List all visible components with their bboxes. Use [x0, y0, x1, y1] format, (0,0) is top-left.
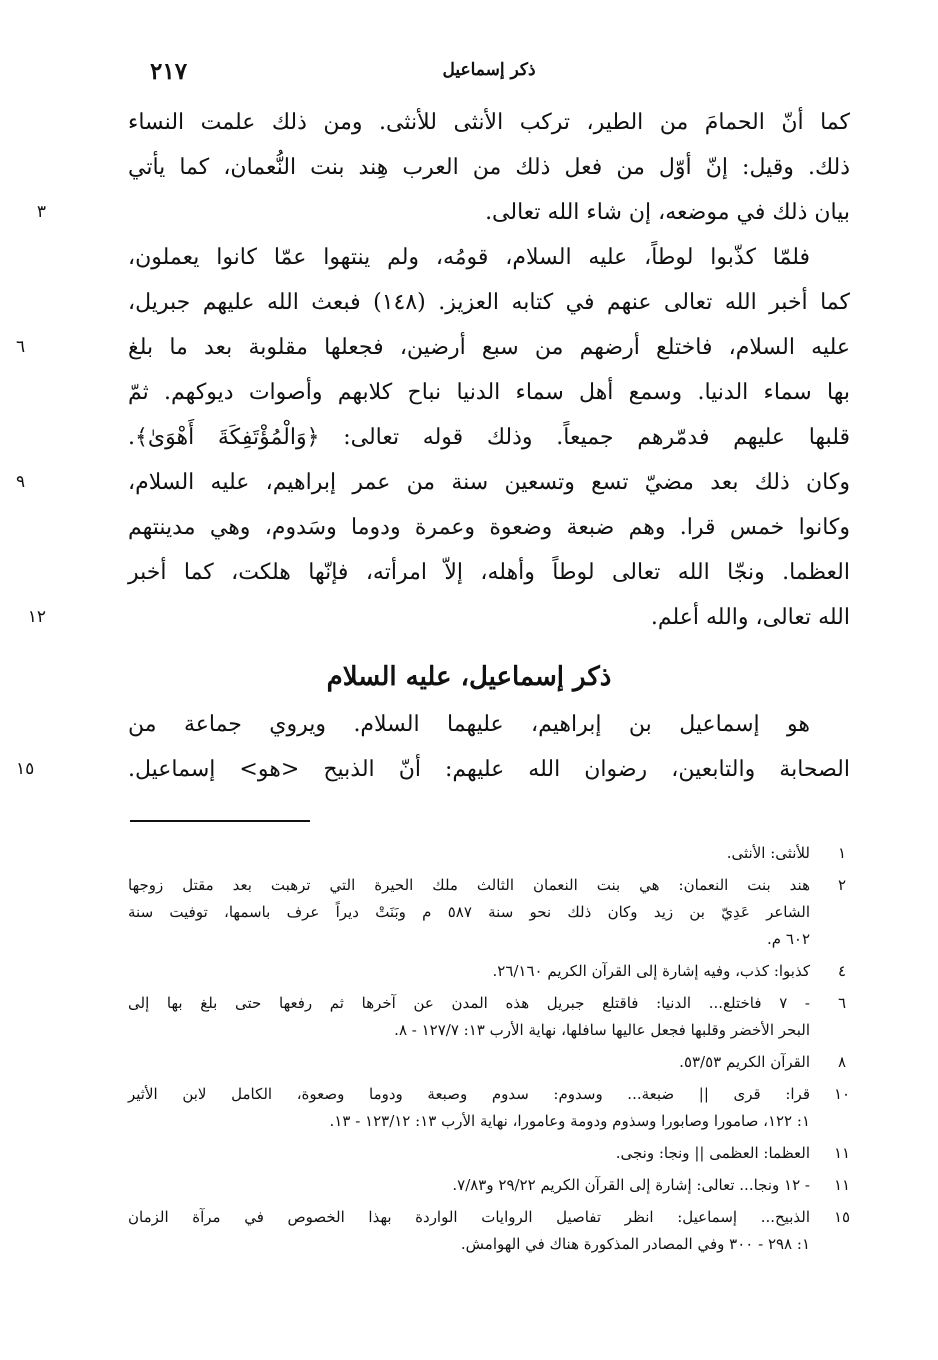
footnote-number: ٤ [837, 962, 847, 980]
text-line: الصحابة والتابعين، رضوان الله عليهم: أنّ الذبيح <هو> إسماعيل. ١٥ [128, 747, 850, 792]
footnote [128, 990, 850, 1044]
text-line: ذلك. وقيل: إنّ أوّل من فعل ذلك من العرب هِند بنت النُّعمان، كما يأتي [128, 155, 850, 180]
footnote-line: ١: ١٢٢، صامورا وصابورا وسذوم ودومة وعامورا، نهاية الأرب ١٣: ١٢٣/١٢ - ١٣. [329, 1112, 810, 1130]
running-head: ذكر إسماعيل [442, 60, 536, 80]
footnote-divider [130, 820, 310, 822]
text-line: كما أنّ الحمامَ من الطير، تركب الأنثى للأنثى. ومن ذلك علمت النساء [128, 110, 850, 135]
footnote [128, 840, 850, 867]
footnote [128, 872, 850, 953]
text-line: وكان ذلك بعد مضيّ تسع وتسعين سنة من عمر إبراهيم، عليه السلام، ٩ [128, 460, 850, 505]
text-line: وكانوا خمس قرا. وهم ضبعة وضعوة وعمرة ودوما وسَدوم، وهي مدينتهم [128, 515, 850, 540]
footnote-line: العظما: العظمى || ونجا: ونجى. [615, 1144, 810, 1162]
text-line: العظما. ونجّا الله تعالى لوطاً وأهله، إلاّ امرأته، فإنّها هلكت، كما أخبر [128, 560, 850, 585]
footnote-line: - ٧ فاختلع... الدنيا: فاقتلع جبريل هذه المدن عن آخرها ثم رفعها حتى بلغ بها إلى [128, 994, 811, 1012]
footnote-number: ٨ [837, 1053, 847, 1071]
text-line: بها سماء الدنيا. وسمع أهل سماء الدنيا نباح كلابهم وأصوات ديوكهم. ثمّ [128, 380, 850, 405]
line-number: ٦ [16, 337, 26, 357]
footnote [128, 1081, 850, 1135]
book-page [16, 50, 851, 1330]
footnote-number: ١١ [833, 1144, 851, 1162]
page-header [128, 50, 850, 90]
footnote [128, 1049, 850, 1076]
text-line: بيان ذلك في موضعه، إن شاء الله تعالى. ٣ [128, 190, 850, 235]
footnotes [128, 840, 850, 1258]
footnote-number: ١ [837, 844, 847, 862]
footnote-line: ٦٠٢ م. [767, 930, 810, 948]
footnote-line: البحر الأخضر وقلبها فجعل عاليها سافلها، نهاية الأرب ١٣: ١٢٧/٧ - ٨. [394, 1021, 810, 1039]
line-number: ١٢ [27, 607, 46, 627]
footnote-line: - ١٢ ونجا... تعالى: إشارة إلى القرآن الكريم ٢٩/٢٢ و٧/٨٣. [452, 1176, 810, 1194]
footnote [128, 1140, 850, 1167]
footnote-line: ١: ٢٩٨ - ٣٠٠ وفي المصادر المذكورة هناك في الهوامش. [460, 1235, 810, 1253]
footnote-line: الذبيح... إسماعيل: انظر تفاصيل الروايات الواردة بهذا الخصوص في مرآة الزمان [128, 1208, 810, 1226]
line-number: ٣ [36, 202, 46, 222]
footnote-number: ١٠ [833, 1085, 851, 1103]
footnote-number: ١٥ [833, 1208, 851, 1226]
footnote [128, 1172, 850, 1199]
line-number: ٩ [16, 472, 26, 492]
main-text [16, 100, 850, 792]
text-line: هو إسماعيل بن إبراهيم، عليهما السلام. ويروي جماعة من [128, 712, 810, 737]
footnote-line: الشاعر عَدِيّ بن زيد وكان ذلك نحو سنة ٥٨٧ م وبَنَتْ ديراً عرف باسمها، توفيت سنة [128, 903, 810, 921]
footnote-line: هند بنت النعمان: هي بنت النعمان الثالث ملك الحيرة التي ترهبت بعد مقتل زوجها [128, 876, 810, 894]
section-heading: ذكر إسماعيل، عليه السلام [326, 662, 612, 692]
text-line: قلبها عليهم فدمّرهم جميعاً. وذلك قوله تعالى: ﴿وَالْمُؤْتَفِكَةَ أَهْوَىٰ﴾. [128, 425, 850, 450]
line-number: ١٥ [16, 759, 35, 779]
footnote-line: للأنثى: الأنثى. [726, 844, 810, 862]
text-line: فلمّا كذّبوا لوطاً، عليه السلام، قومُه، ولم ينتهوا عمّا كانوا يعملون، [128, 245, 810, 270]
text-line: كما أخبر الله تعالى عنهم في كتابه العزيز. (١٤٨) فبعث الله عليهم جبريل، [128, 290, 850, 315]
text-line: الله تعالى، والله أعلم. ١٢ [128, 595, 850, 640]
page-number: ٢١٧ [150, 58, 188, 85]
footnote-line: القرآن الكريم ٥٣/٥٣. [679, 1053, 810, 1071]
footnote [128, 958, 850, 985]
footnote-line: قرا: قرى || ضبعة... وسدوم: سدوم وصبعة ودوما وصعوة، الكامل لابن الأثير [128, 1085, 810, 1103]
footnote-number: ٢ [837, 876, 847, 894]
text-line: عليه السلام، فاختلع أرضهم من سبع أرضين، فجعلها مقلوبة بعد ما بلغ ٦ [128, 325, 850, 370]
footnote [128, 1204, 850, 1258]
footnote-line: كذبوا: كذب، وفيه إشارة إلى القرآن الكريم ٢٦/١٦٠. [492, 962, 810, 980]
footnote-number: ١١ [833, 1176, 851, 1194]
footnote-number: ٦ [837, 994, 847, 1012]
